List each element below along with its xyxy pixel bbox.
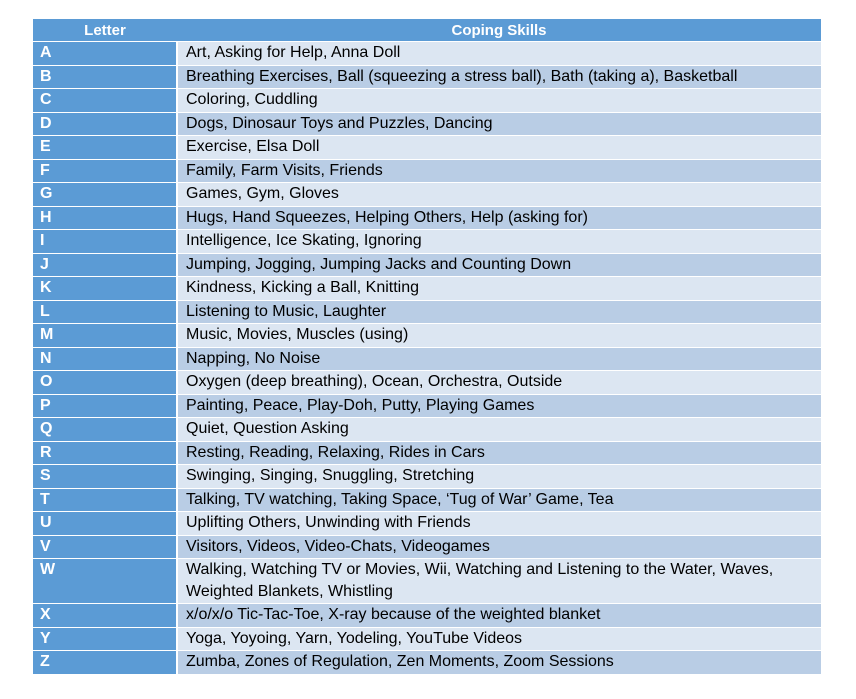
row-letter: E: [33, 136, 177, 160]
table-row: [33, 300, 821, 324]
row-coping-skills: Oxygen (deep breathing), Ocean, Orchestra, Outside: [177, 371, 821, 395]
row-letter: K: [33, 277, 177, 301]
table-row: [33, 183, 821, 207]
header-coping-skills: Coping Skills: [177, 19, 821, 42]
row-letter: I: [33, 230, 177, 254]
row-letter: F: [33, 159, 177, 183]
table-row: [33, 512, 821, 536]
table-row: [33, 206, 821, 230]
table-row: [33, 253, 821, 277]
row-letter: T: [33, 488, 177, 512]
table-header: [33, 19, 821, 42]
table-row: [33, 159, 821, 183]
table-row: [33, 42, 821, 66]
table-row: [33, 112, 821, 136]
row-coping-skills: Resting, Reading, Relaxing, Rides in Cars: [177, 441, 821, 465]
row-letter: S: [33, 465, 177, 489]
table-body: [33, 42, 821, 675]
row-letter: Q: [33, 418, 177, 442]
row-coping-skills: Painting, Peace, Play-Doh, Putty, Playing Games: [177, 394, 821, 418]
table-row: [33, 559, 821, 604]
row-coping-skills: Napping, No Noise: [177, 347, 821, 371]
table-row: [33, 324, 821, 348]
row-coping-skills: Hugs, Hand Squeezes, Helping Others, Help (asking for): [177, 206, 821, 230]
row-letter: C: [33, 89, 177, 113]
row-letter: L: [33, 300, 177, 324]
row-coping-skills: Coloring, Cuddling: [177, 89, 821, 113]
row-letter: Y: [33, 627, 177, 651]
header-row: [33, 19, 821, 42]
table-row: [33, 371, 821, 395]
table-row: [33, 488, 821, 512]
row-coping-skills: Quiet, Question Asking: [177, 418, 821, 442]
table-row: [33, 230, 821, 254]
table-row: [33, 465, 821, 489]
row-coping-skills: Yoga, Yoyoing, Yarn, Yodeling, YouTube Videos: [177, 627, 821, 651]
coping-skills-table: [33, 19, 821, 675]
row-coping-skills: Swinging, Singing, Snuggling, Stretching: [177, 465, 821, 489]
row-coping-skills: Zumba, Zones of Regulation, Zen Moments, Zoom Sessions: [177, 651, 821, 675]
row-letter: J: [33, 253, 177, 277]
table-row: [33, 89, 821, 113]
row-letter: G: [33, 183, 177, 207]
row-coping-skills: Uplifting Others, Unwinding with Friends: [177, 512, 821, 536]
row-coping-skills: Family, Farm Visits, Friends: [177, 159, 821, 183]
row-letter: U: [33, 512, 177, 536]
row-coping-skills: Exercise, Elsa Doll: [177, 136, 821, 160]
row-coping-skills: Walking, Watching TV or Movies, Wii, Watching and Listening to the Water, Waves, Weighted Blankets, Whistling: [177, 559, 821, 604]
table-row: [33, 418, 821, 442]
table-row: [33, 277, 821, 301]
row-coping-skills: Breathing Exercises, Ball (squeezing a stress ball), Bath (taking a), Basketball: [177, 65, 821, 89]
table-row: [33, 627, 821, 651]
row-coping-skills: Music, Movies, Muscles (using): [177, 324, 821, 348]
table-row: [33, 535, 821, 559]
table-row: [33, 394, 821, 418]
row-letter: H: [33, 206, 177, 230]
table-row: [33, 65, 821, 89]
row-coping-skills: Visitors, Videos, Video-Chats, Videogames: [177, 535, 821, 559]
row-letter: W: [33, 559, 177, 604]
row-letter: M: [33, 324, 177, 348]
row-coping-skills: Jumping, Jogging, Jumping Jacks and Counting Down: [177, 253, 821, 277]
row-letter: N: [33, 347, 177, 371]
table-row: [33, 441, 821, 465]
row-coping-skills: Talking, TV watching, Taking Space, ‘Tug of War’ Game, Tea: [177, 488, 821, 512]
table-row: [33, 136, 821, 160]
row-coping-skills: Games, Gym, Gloves: [177, 183, 821, 207]
row-letter: V: [33, 535, 177, 559]
row-coping-skills: Kindness, Kicking a Ball, Knitting: [177, 277, 821, 301]
row-letter: R: [33, 441, 177, 465]
table-row: [33, 651, 821, 675]
table-row: [33, 604, 821, 628]
row-coping-skills: Dogs, Dinosaur Toys and Puzzles, Dancing: [177, 112, 821, 136]
row-letter: P: [33, 394, 177, 418]
row-letter: X: [33, 604, 177, 628]
row-coping-skills: Art, Asking for Help, Anna Doll: [177, 42, 821, 66]
row-letter: O: [33, 371, 177, 395]
row-coping-skills: x/o/x/o Tic-Tac-Toe, X-ray because of the weighted blanket: [177, 604, 821, 628]
row-coping-skills: Listening to Music, Laughter: [177, 300, 821, 324]
row-letter: Z: [33, 651, 177, 675]
row-letter: D: [33, 112, 177, 136]
row-letter: A: [33, 42, 177, 66]
row-letter: B: [33, 65, 177, 89]
header-letter: Letter: [33, 19, 177, 42]
table-row: [33, 347, 821, 371]
row-coping-skills: Intelligence, Ice Skating, Ignoring: [177, 230, 821, 254]
coping-skills-table-container: [33, 19, 821, 675]
